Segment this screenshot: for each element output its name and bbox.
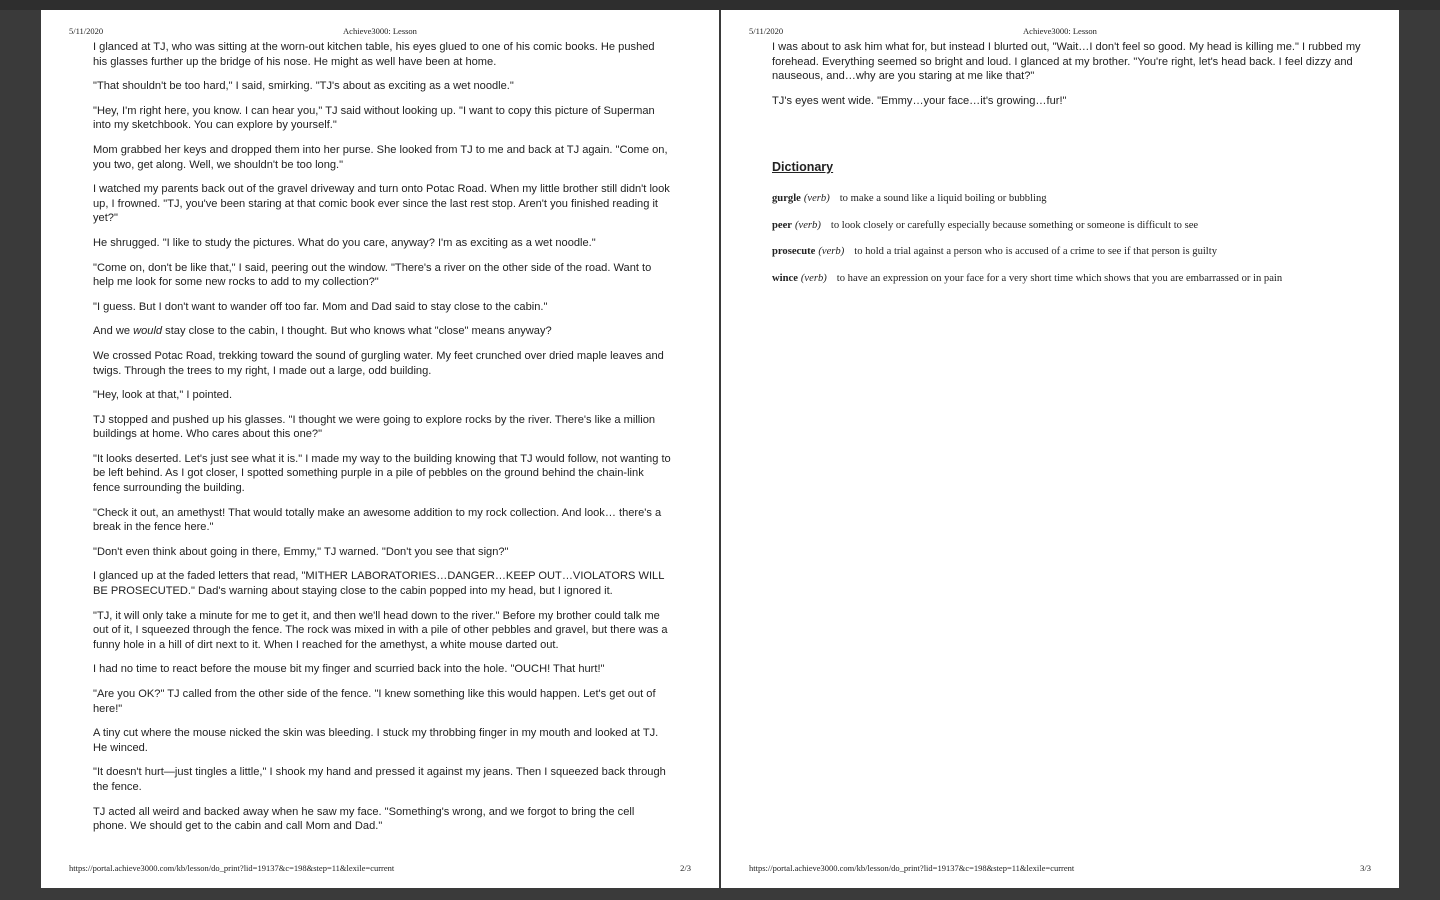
italic-para-after: stay close to the cabin, I thought. But who knows what "close" means anyway?: [162, 325, 552, 338]
dictionary-word: peer: [772, 219, 792, 231]
document-page-3: [721, 10, 1399, 888]
page-number: 2/3: [680, 863, 691, 873]
story-paragraph: He shrugged. "I like to study the pictures. What do you care, anyway? I'm as exciting as a wet noodle.": [93, 236, 596, 249]
document-page-2: [41, 10, 719, 888]
story-paragraph-italic: [93, 324, 671, 339]
dictionary-entry: [772, 193, 1372, 220]
story-paragraph: A tiny cut where the mouse nicked the skin was bleeding. I stuck my throbbing finger in my mouth and looked at TJ. He winced.: [93, 727, 659, 754]
dictionary-definition: to make a sound like a liquid boiling or bubbling: [839, 193, 1047, 204]
story-paragraph: TJ stopped and pushed up his glasses. "I thought we were going to explore rocks by the river. There's like a million buildings at home. Who cares about this one?": [93, 413, 656, 441]
story-paragraph: Mom grabbed her keys and dropped them into her purse. She looked from TJ to me and back at TJ again. "Come on, you two, get along. Well, we shouldn't be too long.": [93, 143, 668, 171]
story-paragraph: "It looks deserted. Let's just see what it is." I made my way to the building knowing that TJ would follow, not wanting to be left behind. As I got closer, I spotted something purple in a pile of pebbles on the ground behind the chain-link fence surrounding the building.: [93, 452, 671, 495]
dictionary-pos: (verb): [800, 273, 827, 285]
viewer-top-bar: [0, 0, 1440, 10]
print-url: https://portal.achieve3000.com/kb/lesson/do_print?lid=19137&c=198&step=11&lexile=current: [69, 863, 395, 873]
story-paragraph: "Are you OK?" TJ called from the other side of the fence. "I knew something like this would happen. Let's get out of here!": [93, 688, 656, 715]
print-url: https://portal.achieve3000.com/kb/lesson/do_print?lid=19137&c=198&step=11&lexile=current: [749, 863, 1075, 873]
story-paragraph: "Hey, look at that," I pointed.: [93, 389, 233, 402]
page-number: 3/3: [1360, 863, 1371, 873]
story-paragraph: I was about to ask him what for, but instead I blurted out, "Wait…I don't feel so good. My head is killing me." I rubbed my forehead. Everything seemed so bright and loud. I glanced at my brother. "You're right, let's head back. I feel dizzy and nauseous, and…why are you staring at me like that?": [772, 41, 1361, 83]
print-date: 5/11/2020: [69, 26, 104, 36]
dictionary-word: prosecute: [772, 246, 816, 258]
story-text: [772, 40, 1362, 118]
dictionary-pos: (verb): [818, 246, 845, 258]
print-date: 5/11/2020: [749, 26, 784, 36]
dictionary-entry: [772, 246, 1372, 273]
story-paragraph: "Come on, don't be like that," I said, peering out the window. "There's a river on the other side of the road. Want to help me look for some new rocks to add to my collection?": [93, 261, 652, 289]
story-paragraph: I glanced at TJ, who was sitting at the worn-out kitchen table, his eyes glued to one of his comic books. He pushed his glasses further up the bridge of his nose. He might as well have been at home.: [93, 41, 655, 68]
story-paragraph: "That shouldn't be too hard," I said, smirking. "TJ's about as exciting as a wet noodle.": [93, 80, 514, 93]
story-paragraph: "I guess. But I don't want to wander off too far. Mom and Dad said to stay close to the cabin.": [93, 300, 548, 313]
story-paragraph: "Hey, I'm right here, you know. I can hear you," TJ said without looking up. "I want to copy this picture of Superman into my sketchbook. You can explore by yourself.": [93, 104, 655, 132]
dictionary-entry: [772, 220, 1372, 247]
dictionary-pos: (verb): [803, 193, 830, 204]
print-title: Achieve3000: Lesson: [343, 26, 417, 36]
italic-para-before: And we: [93, 325, 134, 338]
story-paragraph: We crossed Potac Road, trekking toward the sound of gurgling water. My feet crunched over dried maple leaves and twigs. Through the trees to my right, I made out a large, odd building.: [93, 349, 664, 377]
story-text: [93, 40, 671, 844]
dictionary-definition: to hold a trial against a person who is accused of a crime to see if that person is guilty: [854, 246, 1217, 258]
story-paragraph: I watched my parents back out of the gravel driveway and turn onto Potac Road. When my little brother still didn't look up, I frowned. "TJ, you've been staring at that comic book ever since the last rest stop. Aren't you finished reading it yet?": [93, 183, 670, 225]
dictionary-word: wince: [772, 273, 798, 285]
dictionary-heading: Dictionary: [772, 160, 834, 174]
story-paragraph: "Don't even think about going in there, Emmy," TJ warned. "Don't you see that sign?": [93, 545, 509, 558]
story-paragraph: I had no time to react before the mouse bit my finger and scurried back into the hole. "OUCH! That hurt!": [93, 663, 605, 676]
dictionary-list: [772, 193, 1372, 300]
story-paragraph: I glanced up at the faded letters that read, "MITHER LABORATORIES…DANGER…KEEP OUT…VIOLATORS WILL BE PROSECUTED." Dad's warning about staying close to the cabin popped into my head, but I ignored it.: [93, 570, 664, 598]
story-paragraph: TJ's eyes went wide. "Emmy…your face…it's growing…fur!": [772, 94, 1067, 107]
dictionary-definition: to have an expression on your face for a very short time which shows that you are embarrassed or in pain: [836, 273, 1283, 285]
dictionary-entry: [772, 273, 1372, 300]
dictionary-word: gurgle: [772, 193, 801, 204]
print-title: Achieve3000: Lesson: [1023, 26, 1097, 36]
story-paragraph: "TJ, it will only take a minute for me to get it, and then we'll head down to the river." Before my brother could talk me out of it, I squeezed through the fence. The rock was mixed in with a pile of other pebbles and gravel, but there was a funny hole in a hill of dirt next to it. When I reached for the amethyst, a white mouse darted out.: [93, 609, 668, 651]
dictionary-pos: (verb): [795, 219, 821, 231]
dictionary-definition: to look closely or carefully especially because something or someone is difficult to see: [830, 219, 1199, 231]
story-paragraph: "Check it out, an amethyst! That would totally make an awesome addition to my rock collection. And look… there's a break in the fence here.": [93, 506, 662, 534]
italic-word: would: [133, 325, 163, 338]
story-paragraph: "It doesn't hurt—just tingles a little," I shook my hand and pressed it against my jeans. Then I squeezed back through the fence.: [93, 766, 666, 793]
story-paragraph: TJ acted all weird and backed away when he saw my face. "Something's wrong, and we forgot to bring the cell phone. We should get to the cabin and call Mom and Dad.": [93, 805, 635, 833]
